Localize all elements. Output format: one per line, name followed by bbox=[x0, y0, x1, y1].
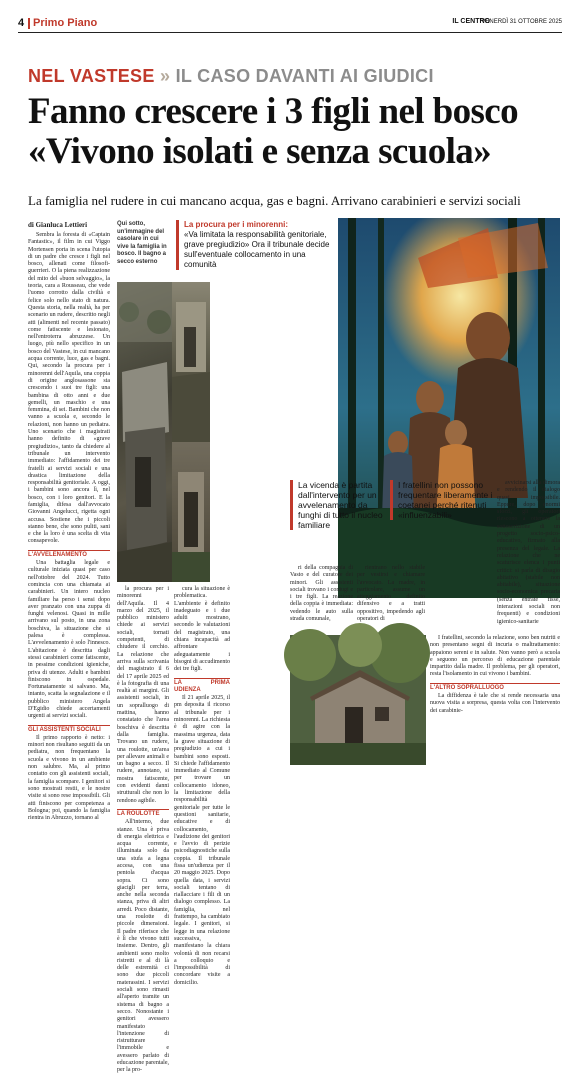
page-header bbox=[18, 17, 562, 33]
page-number: 4 bbox=[18, 17, 25, 29]
paragraph: ri della compagnia di Vasto e del curatore dei minori. Gli assistenti sociali trovano i coniugi e i tre figli. La reazione della coppia è immediata: vedendo le auto sulla strada comunale, bbox=[290, 565, 353, 623]
paragraph: Una battaglia legale e culturale iniziata quasi per caso nell'ottobre del 2024. Tutto comincia con una chiamata ai carabinieri. Un intero nucleo familiare ha perso i sensi dopo aver pranzato con una zuppa di funghi velenosi. Quasi in mille arrivano sul posto, in una zona boschiva, la situazione che si palesa è complessa. L'avvelenamento è solo l'innesco. L'abitazione è descritta dagli stessi carabinieri come fatiscente, in pessime condizioni igieniche, priva di utenze. Adulti e bambini finiscono in ospedale. Fortunatamente si salvano. Ma, intanto, scatta la segnalazione e il pubblico ministero Angela D'Egidio chiede accertamenti urgenti ai servizi sociali. bbox=[28, 560, 110, 720]
paragraph: I fratellini, secondo la relazione, sono ben nutriti e non presentano segni di incuria o maltrattamento: appaiono sereni e in salute. Non vanno però a scuola e seguono un percorso di educazione parentale impartito dalla madre. Il problema, per gli operatori, resta l'isolamento in cui vivono i bambini. bbox=[430, 635, 560, 678]
pull-quote-funghi: La vicenda è partita dall'intervento per un avvelenamento da funghi di tutto il nucleo familiare bbox=[290, 480, 390, 530]
paragraph: avvicinarsi alla dimora e rendendo il dialogo quasi impossibile. Eppure, dopo enormi sforzi, gli operatori riescono a ottenere la sottoscrizione di un progetto socio-psico-educativo, firmato alla presenza del legale. La relazione che ne scaturisce elenca i punti critici: si parla di disagio abitativo (stabile non abitabile), situazione socio-economica precaria (senza entrate fisse, interazioni sociali non frequenti) e condizioni igienico-sanitarie bbox=[497, 480, 560, 625]
kicker-separator: » bbox=[159, 66, 171, 86]
photo-ruin-detail bbox=[172, 282, 210, 442]
pull-quote-procura bbox=[176, 220, 336, 270]
subheadline: La famiglia nel rudere in cui mancano acqua, gas e bagni. Arrivano carabinieri e servizi sociali bbox=[28, 193, 521, 208]
paragraph: rientrano nello stabile per vestirsi e chiamare l'avvocato. La madre, in particolare, assume un atteggiamento definito difensivo e a tratti oppositivo, impedendo agli operatori di bbox=[357, 565, 425, 623]
headline-line-1: Fanno crescere i 3 figli nel bosco bbox=[28, 91, 518, 132]
pull-quote-intro: La procura per i minorenni: bbox=[184, 220, 289, 229]
article-column-1 bbox=[28, 221, 110, 822]
paragraph: Il 21 aprile 2025, il pm deposita il ricorso al tribunale per i minorenni. La richiesta è di agire con la massima urgenza, data la grave situazione di pregiudizio a cui i bambini sono esposti. Si chiede l'affidamento immediato al Comune per trovare un collocamento idoneo, la limitazione della responsabilità genitoriale per tutte le questioni sanitarie, educative e di collocamento, l'audizione dei genitori e l'avvio di perizie psicodiagnostiche sulla coppia. Il tribunale fissa un'udienza per il 20 maggio 2025. Dopo quella data, i servizi sociali tentano di riallacciare i fili di un dialogo complesso. La famiglia, nel frattempo, ha cambiato legale. I genitori, si legge in una relazione successiva, manifestano la chiara volontà di non recarsi a colloquio e l'impossibilità di concordare visite a domicilio. bbox=[174, 695, 230, 986]
paragraph: Sembra la foresta di «Captain Fantastic», il film in cui Viggo Mortensen porta in scena l'utopia di un padre che cresce i figli nel bosco, allenati come filosofi-guerrieri. O la piena realizzazione del mito del «buon selvaggio», la teoria, cara a Rousseau, che vede l'uomo corrotto dalla civiltà e felice solo nello stato di natura. Questa storia, nella realtà, ha per scenario un rudere, descritto negli atti (alimenti nel recente passato) come fatiscente e lesionato, nell'entroterra abruzzese. Un luogo, più nello specifico in un bosco del Vastese, in cui mancano acqua corrente, luce, gas e bagni. Qui, secondo la procura per i minorenni dell'Aquila, una coppia di origine anglosassone sta crescendo i suoi tre figli: una bambina di otto anni e due gemelli, un maschio e una femmina, di sei. Bambini che non vanno a scuola e, secondo le relazioni, non hanno un pediatra. Uno scenario che i magistrati hanno definito di «grave pregiudizio», tanto da chiedere al tribunale un intervento immediato: l'affidamento dei tre fratelli ai servizi sociali e una drastica limitazione della responsabilità genitoriale. A oggi, i bambini sono ancora lì, nel bosco, con i loro genitori. E la famiglia, difesa dall'avvocato Giovanni Angelucci, rigetta ogni accusa. Sostiene che i piccoli stanno bene, che sono puliti, sani e che la loro è una scelta di vita consapevole. bbox=[28, 232, 110, 545]
photo-ruin-in-woods bbox=[290, 635, 426, 765]
publication-name: IL CENTRO bbox=[452, 18, 490, 25]
headline-line-2: «Vivono isolati e senza scuola» bbox=[28, 131, 492, 172]
paragraph: cura la situazione è problematica. L'ambiente è definito inadeguato e i due adulti mostrano, secondo le valutazioni del magistrato, una chiara incapacità ad affrontare adeguatamente i bisogni di accudimento dei tre figli. bbox=[174, 586, 230, 673]
section-name[interactable]: Primo Piano bbox=[33, 17, 98, 29]
subheading-avvelenamento: L'AVVELENAMENTO bbox=[28, 550, 110, 559]
kicker-topic: IL CASO DAVANTI AI GIUDICI bbox=[175, 66, 434, 86]
kicker-location: NEL VASTESE bbox=[28, 66, 155, 86]
paragraph: La diffidenza è tale che si rende necessaria una nuova visita a sorpresa, questa volta con l'intervento dei carabinie- bbox=[430, 693, 560, 714]
subheading-prima-udienza: LA PRIMA UDIENZA bbox=[174, 679, 230, 693]
byline: di Gianluca Lettieri bbox=[28, 221, 88, 229]
photo-ruin-exterior bbox=[117, 282, 172, 582]
subheading-altro-sopralluogo: L'ALTRO SOPRALLUOGO bbox=[430, 683, 560, 692]
subheading-roulotte: LA ROULOTTE bbox=[117, 809, 169, 818]
article-column-7 bbox=[430, 635, 560, 785]
article-column-2 bbox=[117, 586, 169, 1074]
pull-quote-fratellini: I fratellini non possono frequentare liberamente i coetanei perché ritenuti «influenzabili» bbox=[390, 480, 495, 520]
issue-date: VENERDÌ 31 OTTOBRE 2025 bbox=[481, 19, 562, 25]
article-column-4 bbox=[290, 565, 353, 633]
headline bbox=[28, 92, 558, 172]
paragraph: All'interno, due stanze. Una è priva di energia elettrica e acqua corrente, illuminata solo da una stufa a legna accesa, con una pentola d'acqua sopra. Ci sono giacigli per terra, anche nella seconda stanza, priva di altri arredi. Poco distante, una roulotte di piccole dimensioni. Il padre riferisce che è lì che vivono tutti insieme. Dentro, gli ambienti sono molto ristretti e al di là delle estremità ci sono due piccoli materassini. I servizi sociali sono rimasti all'aperto tramite un sistema di bagno a secco. Nonostante i genitori avessero manifestato l'intenzione di ristrutturare l'immobile e avessero parlato di educazione parentale, per la pro- bbox=[117, 819, 169, 1074]
header-separator bbox=[28, 18, 30, 29]
kicker bbox=[28, 66, 434, 87]
photo-caption: Qui sotto, un'immagine del casolare in cui vive la famiglia in bosco. Il bagno a secco esterno bbox=[117, 221, 167, 265]
subheading-assistenti-sociali: GLI ASSISTENTI SOCIALI bbox=[28, 725, 110, 734]
article-column-5 bbox=[357, 565, 425, 633]
article-column-6 bbox=[497, 480, 560, 632]
article-column-3 bbox=[174, 586, 230, 986]
photo-outdoor-toilet bbox=[172, 442, 210, 582]
pull-quote-text: «Va limitata la responsabilità genitoriale, grave pregiudizio» Ora il tribunale decide sull'eventuale collocamento in una comunità bbox=[184, 230, 330, 269]
paragraph: la procura per i minorenni dell'Aquila. Il 4 marzo del 2025, il pubblico ministero chiede ai servizi sociali, tornati competenti, di chiudere il cerchio. La relazione che arriva sulla scrivania del magistrato il 6 del 17 aprile 2025 ed è la fotografia di una realtà ai margini. Gli assistenti sociali, in un sopralluogo di mattina, hanno constatato che l'area boschiva è descritta dalla famiglia. Trovano un rudere, una roulotte, un'area per allevare animali e un bagno a secco. Il rudere, annotano, si mostra fatiscente, con evidenti danni strutturali che non lo rendono agibile. bbox=[117, 586, 169, 804]
paragraph: Il primo rapporto è netto: i minori non risultano seguiti da un pediatra, non frequentano la scuola e vivono in un ambiente non salubre. Ma, al primo contatto con gli assistenti sociali, la famiglia scompare. I genitori si sono mostrati restii, e le nostre visite si sono rese impossibili. Gli atti finiscono per competenza a Bologna; poi, quando la famiglia rientra in Abruzzo, tornano al bbox=[28, 734, 110, 822]
